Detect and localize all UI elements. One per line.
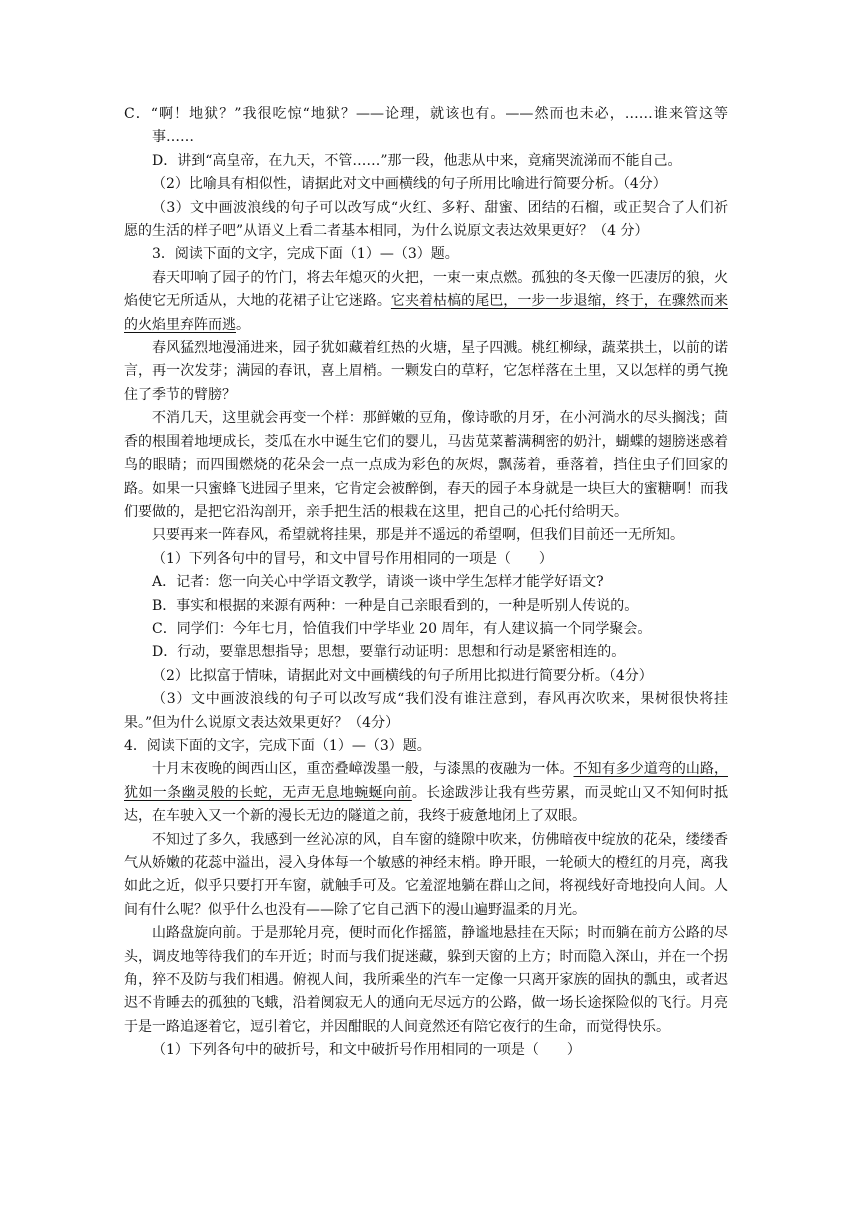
passage-3-paragraph-1	[124, 267, 728, 337]
question-3-2: （2）比拟富于情味，请据此对文中画横线的句子所用比拟进行简要分析。（4分）	[152, 667, 653, 684]
option-d: D．行动，要靠思想指导；思想，要靠行动证明：思想和行动是紧密相连的。	[152, 644, 626, 661]
passage-4-text: 十月末夜晚的闽西山区，重峦叠嶂泼墨一般，与漆黑的夜融为一体。	[152, 761, 574, 778]
option-c: C．同学们：今年七月，恰值我们中学毕业 20 周年，有人建议搞一个同学聚会。	[152, 620, 652, 637]
passage-3-paragraph-2: 春风猛烈地漫涌进来，园子犹如藏着红热的火塘，星子四溅。桃红柳绿，蔬菜拱土，以前的诺言，再一次发芽；满园的春讯，喜上眉梢。一颗发白的草籽，它怎样落在土里，又以怎样的勇气挽住了季节的臂膀？	[124, 340, 728, 403]
question-3-1: （1）下列各句中的冒号，和文中冒号作用相同的一项是（ ）	[152, 550, 553, 567]
passage-3-paragraph-3: 不消几天，这里就会再变一个样：那鲜嫩的豆角，像诗歌的月牙，在小河淌水的尽头搁浅；茴香的根围着地埂成长，茭瓜在水中诞生它们的婴儿，马齿苋菜蓄满稠密的奶汁，蝴蝶的翅膀迷惑着鸟的眼睛；而四围燃烧的花朵会一点一点成为彩色的灰烬，飘荡着，垂落着，挡住虫子们回家的路。如果一只蜜蜂飞进园子里来，它肯定会被醉倒，春天的园子本身就是一块巨大的蜜糖啊！而我们要做的，是把它沿沟剖开，亲手把生活的根栽在这里，把自己的心托付给明天。	[124, 410, 728, 520]
underlined-sentence: 它夹着枯槁的尾巴，一步一步退缩，终于，在骤然而来的火焰里弃阵而逃	[124, 293, 729, 333]
question-3-3: （3）文中画波浪线的句子可以改写成“我们没有谁注意到，春风再次吹来，果树很快将挂果。”但为什么说原文表达效果更好？（4分）	[124, 691, 728, 731]
passage-4-text-cont: 。长途跋涉让我有些劳累，而灵蛇山又不知何时抵达，在车驶入又一个新的漫长无边的隧道之前，我终于疲惫地闭上了双眼。	[124, 784, 729, 825]
document-body	[124, 103, 728, 1063]
question-2-2: （2）比喻具有相似性，请据此对文中画横线的句子所用比喻进行简要分析。（4分）	[152, 176, 667, 193]
question-4-1: （1）下列各句中的破折号，和文中破折号作用相同的一项是（ ）	[152, 1042, 581, 1059]
question-3-title: 3．阅读下面的文字，完成下面（1）—（3）题。	[152, 246, 459, 263]
passage-3-paragraph-4: 只要再来一阵春风，希望就将挂果，那是并不遥远的希望啊，但我们目前还一无所知。	[152, 527, 684, 544]
passage-3-text: 春天叩响了园子的竹门，将去年熄灭的火把，一束一束点燃。孤独的冬天像一匹凄厉的狼，火焰使它无所适从，大地的花裙子让它迷路。	[124, 269, 728, 310]
option-c: C．“啊！地狱？”我很吃惊“地狱？——论理，就该也有。——然而也未必，……谁来管这等事……	[124, 106, 728, 146]
option-b: B．事实和根据的来源有两种：一种是自己亲眼看到的，一种是听别人传说的。	[152, 597, 639, 614]
underlined-sentence: 不知有多少道弯的山路，犹如一条幽灵般的长蛇，无声无息地蜿蜒向前	[124, 761, 728, 801]
passage-4-paragraph-1	[124, 758, 728, 828]
question-2-3: （3）文中画波浪线的句子可以改写成“火红、多籽、甜蜜、团结的石榴，或正契合了人们祈愿的生活的样子吧”从语义上看二者基本相同，为什么说原文表达效果更好？（4 分）	[124, 199, 728, 240]
option-a: A．记者：您一向关心中学语文教学，请谈一谈中学生怎样才能学好语文?	[152, 574, 604, 591]
question-4-title: 4．阅读下面的文字，完成下面（1）—（3）题。	[124, 737, 431, 754]
passage-4-paragraph-3: 山路盘旋向前。于是那轮月亮，便时而化作摇篮，静谧地悬挂在天际；时而躺在前方公路的尽头，调皮地等待我们的车开近；时而与我们捉迷藏，躲到天窗的上方；时而隐入深山，并在一个拐角，猝不及防与我们相遇。俯视人间，我所乘坐的汽车一定像一只离开家族的固执的瓢虫，或者迟迟不肯睡去的孤独的飞蛾，沿着阒寂无人的通向无尽远方的公路，做一场长途探险似的飞行。月亮于是一路追逐着它，逗引着它，并因酣眠的人间竟然还有陪它夜行的生命，而觉得快乐。	[124, 925, 728, 1035]
option-d: D．讲到“高皇帝，在九天，不管……”那一段，他悲从中来，竟痛哭流涕而不能自己。	[152, 152, 682, 169]
passage-3-punct: 。	[236, 316, 250, 333]
passage-4-paragraph-2: 不知过了多久，我感到一丝沁凉的风，自车窗的缝隙中吹来，仿佛暗夜中绽放的花朵，缕缕香气从娇嫩的花蕊中溢出，浸入身体每一个敏感的神经末梢。睁开眼，一轮硕大的橙红的月亮，离我如此之近，似乎只要打开车窗，就触手可及。它羞涩地躺在群山之间，将视线好奇地投向人间。人间有什么呢？似乎什么也没有——除了它自己洒下的漫山遍野温柔的月光。	[124, 831, 728, 918]
